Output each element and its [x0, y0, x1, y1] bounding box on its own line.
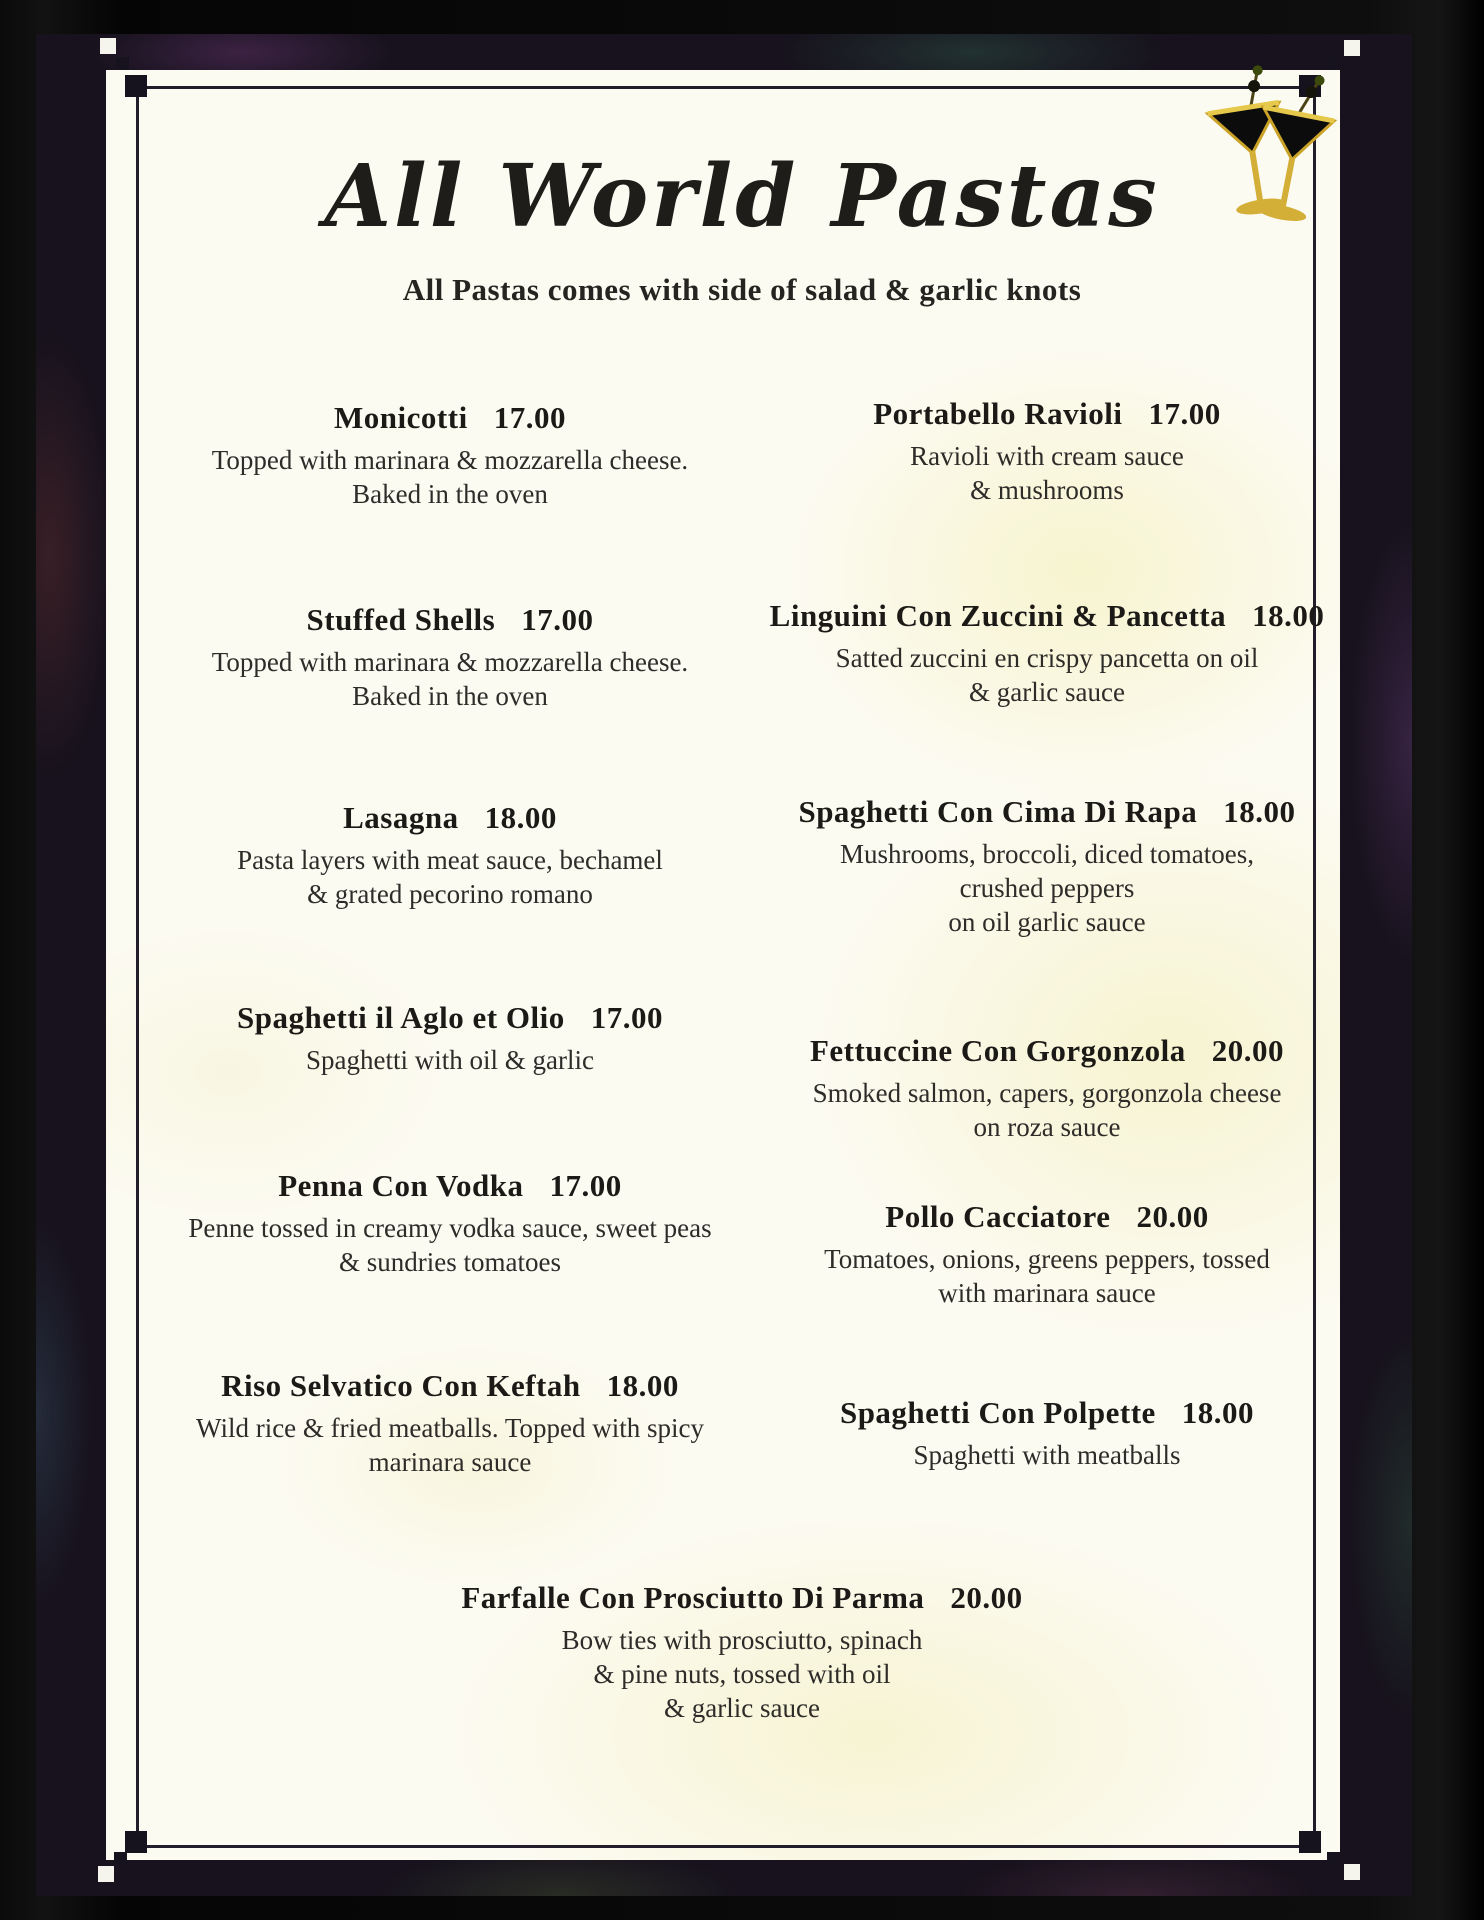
- dish-description: [717, 641, 1377, 709]
- dish-name: Portabello Ravioli: [873, 396, 1123, 431]
- desc-line: Topped with marinara & mozzarella cheese.: [211, 647, 689, 677]
- desc-line: Topped with marinara & mozzarella cheese.: [211, 445, 689, 475]
- dish-name: Lasagna: [343, 800, 459, 835]
- dish-price: 18.00: [484, 800, 557, 835]
- desc-line: Spaghetti with oil & garlic: [306, 1045, 594, 1075]
- desc-line: Penne tossed in creamy vodka sauce, sweet peas: [188, 1213, 712, 1243]
- dish-price: 17.00: [521, 602, 594, 637]
- dish-description: [717, 1076, 1377, 1144]
- desc-line: with marinara sauce: [938, 1278, 1156, 1308]
- dish-price: 17.00: [1148, 396, 1221, 431]
- desc-line: & garlic sauce: [969, 677, 1125, 707]
- menu-item-farfalle-prosciutto: [0, 1580, 1484, 1725]
- desc-line: & mushrooms: [970, 475, 1124, 505]
- menu-item-stuffed-shells: [120, 602, 780, 713]
- menu-item-spaghetti-aglo-olio: [120, 1000, 780, 1077]
- dish-name: Spaghetti Con Polpette: [839, 1395, 1156, 1430]
- desc-line: & garlic sauce: [664, 1693, 820, 1723]
- dish-price: 17.00: [493, 400, 566, 435]
- dish-price: 18.00: [1181, 1395, 1255, 1430]
- dish-name: Pollo Cacciatore: [885, 1199, 1111, 1234]
- dish-name: Farfalle Con Prosciutto Di Parma: [461, 1580, 925, 1615]
- dish-description: [717, 439, 1377, 507]
- dish-name: Riso Selvatico Con Keftah: [221, 1368, 581, 1403]
- dish-name: Spaghetti il Aglo et Olio: [237, 1000, 565, 1035]
- menu-item-riso-selvatico: [120, 1368, 780, 1479]
- dish-description: [717, 837, 1377, 939]
- desc-line: Pasta layers with meat sauce, bechamel: [237, 845, 663, 875]
- dish-description: [120, 1411, 780, 1479]
- desc-line: marinara sauce: [368, 1447, 532, 1477]
- dish-description: [120, 443, 780, 511]
- desc-line: Baked in the oven: [352, 681, 548, 711]
- menu-item-portabello-ravioli: [717, 396, 1377, 507]
- desc-line: crushed peppers: [959, 873, 1135, 903]
- menu-item-monicotti: [120, 400, 780, 511]
- menu-item-penna-con-vodka: [120, 1168, 780, 1279]
- dish-name: Linguini Con Zuccini & Pancetta: [769, 598, 1227, 633]
- dish-price: 20.00: [1211, 1033, 1285, 1068]
- menu-item-linguini-zuccini: [717, 598, 1377, 709]
- menu-item-fettuccine-gorgonzola: [717, 1033, 1377, 1144]
- menu-item-lasagna: [120, 800, 780, 911]
- desc-line: Satted zuccini en crispy pancetta on oil: [835, 643, 1259, 673]
- desc-line: Smoked salmon, capers, gorgonzola cheese: [812, 1078, 1282, 1108]
- desc-line: on roza sauce: [973, 1112, 1121, 1142]
- dish-name: Stuffed Shells: [306, 602, 496, 637]
- desc-line: & pine nuts, tossed with oil: [593, 1659, 891, 1689]
- desc-line: Spaghetti with meatballs: [913, 1440, 1181, 1470]
- dish-description: [120, 1211, 780, 1279]
- menu-item-cima-di-rapa: [717, 794, 1377, 939]
- desc-line: Ravioli with cream sauce: [910, 441, 1184, 471]
- dish-price: 18.00: [1252, 598, 1325, 633]
- desc-line: & grated pecorino romano: [307, 879, 593, 909]
- dish-name: Fettuccine Con Gorgonzola: [809, 1033, 1186, 1068]
- page-subtitle: All Pastas comes with side of salad & garlic knots: [402, 272, 1082, 307]
- desc-line: Wild rice & fried meatballs. Topped with spicy: [196, 1413, 704, 1443]
- dish-description: [0, 1623, 1484, 1725]
- dish-name: Penna Con Vodka: [278, 1168, 524, 1203]
- dish-name: Monicotti: [334, 400, 468, 435]
- desc-line: & sundries tomatoes: [339, 1247, 561, 1277]
- dish-price: 20.00: [950, 1580, 1023, 1615]
- dish-price: 17.00: [549, 1168, 622, 1203]
- menu-item-pollo-cacciatore: [717, 1199, 1377, 1310]
- dish-price: 18.00: [606, 1368, 679, 1403]
- dish-price: 20.00: [1136, 1199, 1209, 1234]
- dish-description: [717, 1242, 1377, 1310]
- dish-description: [717, 1438, 1377, 1472]
- desc-line: on oil garlic sauce: [948, 907, 1146, 937]
- desc-line: Mushrooms, broccoli, diced tomatoes,: [840, 839, 1254, 869]
- dish-description: [120, 1043, 780, 1077]
- dish-description: [120, 645, 780, 713]
- page-title: All World Pastas: [324, 146, 1160, 247]
- dish-price: 17.00: [590, 1000, 663, 1035]
- dish-name: Spaghetti Con Cima Di Rapa: [798, 794, 1198, 829]
- menu-item-spaghetti-polpette: [717, 1395, 1377, 1472]
- desc-line: Baked in the oven: [352, 479, 548, 509]
- dish-description: [120, 843, 780, 911]
- desc-line: Bow ties with prosciutto, spinach: [561, 1625, 923, 1655]
- desc-line: Tomatoes, onions, greens peppers, tossed: [824, 1244, 1270, 1274]
- dish-price: 18.00: [1223, 794, 1296, 829]
